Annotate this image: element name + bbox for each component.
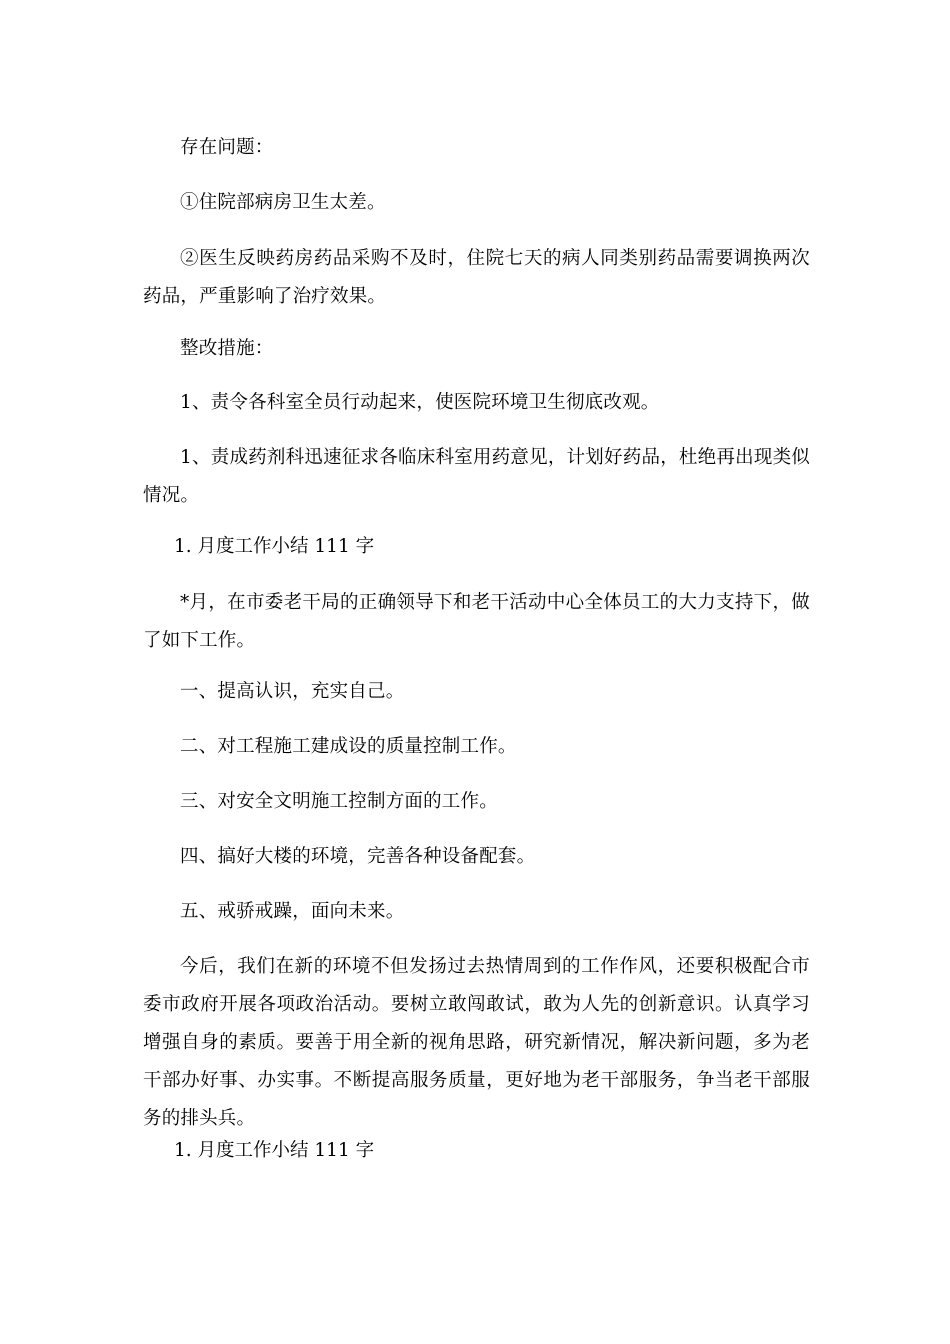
paragraph-measure-1: 1、责令各科室全员行动起来，使医院环境卫生彻底改观。 (180, 392, 660, 413)
section-heading-monthly-summary: 1. 月度工作小结 111 字 (174, 536, 375, 557)
paragraph-problem-2: ②医生反映药房药品采购不及时，住院七天的病人同类别药品需要调换两次药品，严重影响了治疗效果。 (143, 248, 810, 307)
paragraph-measure-2: 1、责成药剂科迅速征求各临床科室用药意见，计划好药品，杜绝再出现类似情况。 (143, 447, 810, 506)
paragraph-summary-intro: *月，在市委老干局的正确领导下和老干活动中心全体员工的大力支持下，做了如下工作。 (143, 592, 810, 651)
paragraph-item-5: 五、戒骄戒躁，面向未来。 (180, 901, 405, 922)
paragraph-future-plan: 今后，我们在新的环境不但发扬过去热情周到的工作作风，还要积极配合市委市政府开展各项政治活动。要树立敢闯敢试，敢为人先的创新意识。认真学习增强自身的素质。要善于用全新的视角思路，研究新情况，解决新问题，多为老干部办好事、办实事。不断提高服务质量，更好地为老干部服务，争当老干部服务的排头兵。 (143, 956, 810, 1129)
paragraph-measures-heading: 整改措施： (180, 338, 274, 359)
paragraph-item-3: 三、对安全文明施工控制方面的工作。 (180, 791, 498, 812)
section-heading-monthly-summary-2: 1. 月度工作小结 111 字 (174, 1140, 375, 1161)
paragraph-item-4: 四、搞好大楼的环境，完善各种设备配套。 (180, 846, 536, 867)
paragraph-item-1: 一、提高认识，充实自己。 (180, 681, 405, 702)
paragraph-problem-1: ①住院部病房卫生太差。 (180, 192, 386, 213)
paragraph-item-2: 二、对工程施工建成设的质量控制工作。 (180, 736, 517, 757)
paragraph-problems-heading: 存在问题： (180, 137, 274, 158)
